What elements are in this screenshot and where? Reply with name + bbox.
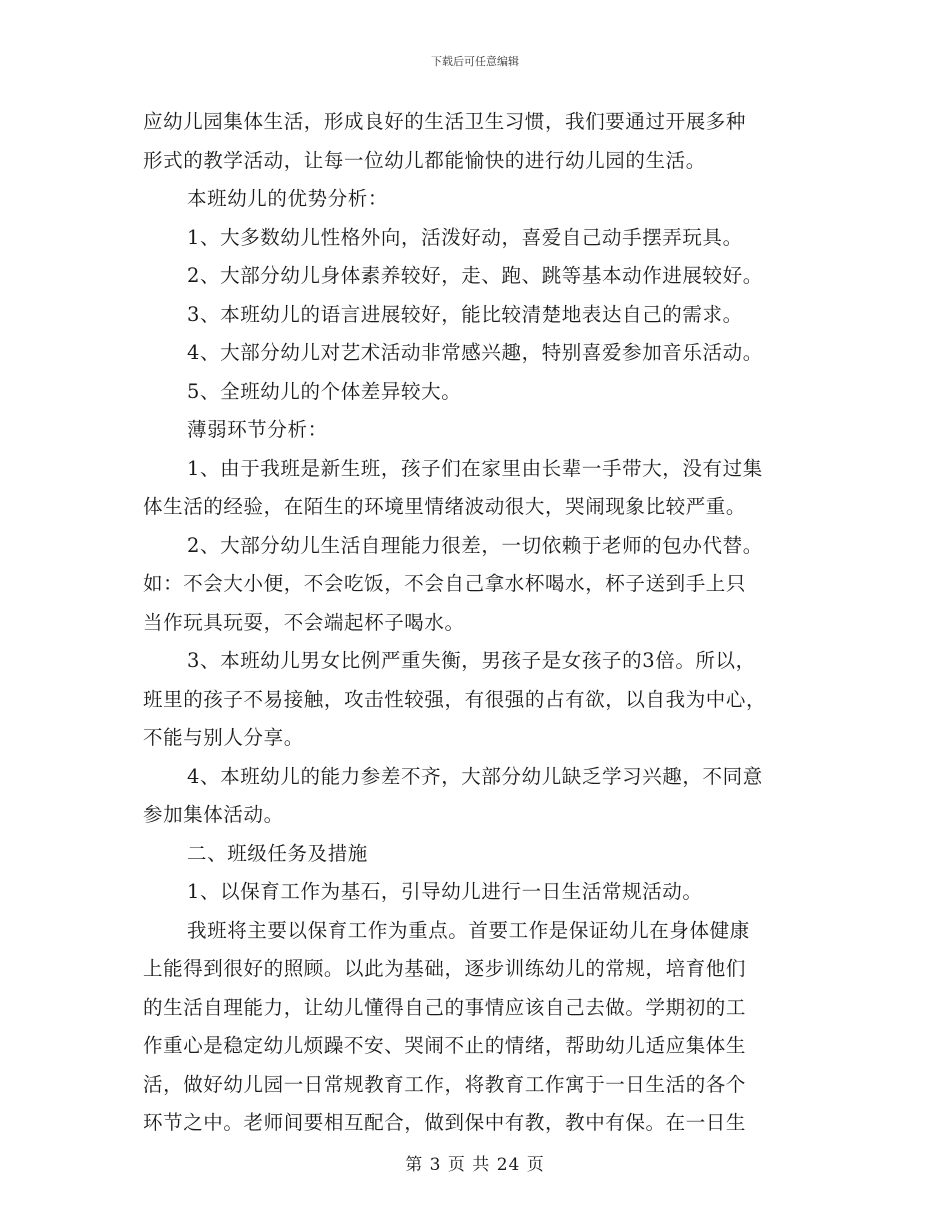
text-line: 作重心是稳定幼儿烦躁不安、哭闹不止的情绪，帮助幼儿适应集体生 xyxy=(143,1034,747,1057)
text-line: 本班幼儿的优势分析： xyxy=(187,187,389,210)
page-header-note: 下载后可任意编辑 xyxy=(431,55,519,68)
text-line: 薄弱环节分析： xyxy=(187,418,328,441)
text-line: 应幼儿园集体生活，形成良好的生活卫生习惯，我们要通过开展多种 xyxy=(143,110,747,133)
page-number-footer: 第 3 页 共 24 页 xyxy=(405,1155,545,1175)
section-heading: 二、班级任务及措施 xyxy=(187,841,368,865)
text-line: 当作玩具玩耍，不会端起杯子喝水。 xyxy=(143,610,465,634)
text-line: 1、以保育工作为基石，引导幼儿进行一日生活常规活动。 xyxy=(187,880,703,903)
text-line: 5、全班幼儿的个体差异较大。 xyxy=(187,379,462,403)
text-line: 2、大部分幼儿生活自理能力很差，一切依赖于老师的包办代替。 xyxy=(187,533,763,557)
text-line: 3、本班幼儿的语言进展较好，能比较清楚地表达自己的需求。 xyxy=(187,302,743,326)
text-line: 班里的孩子不易接触，攻击性较强，有很强的占有欲，以自我为中心， xyxy=(143,687,767,711)
text-line: 1、由于我班是新生班，孩子们在家里由长辈一手带大，没有过集 xyxy=(187,456,763,480)
text-line: 1、大多数幼儿性格外向，活泼好动，喜爱自己动手摆弄玩具。 xyxy=(187,225,743,249)
text-line: 形式的教学活动，让每一位幼儿都能愉快的进行幼儿园的生活。 xyxy=(143,148,706,172)
text-line: 4、大部分幼儿对艺术活动非常感兴趣，特别喜爱参加音乐活动。 xyxy=(187,341,763,364)
text-line: 参加集体活动。 xyxy=(143,803,284,826)
text-line: 4、本班幼儿的能力参差不齐，大部分幼儿缺乏学习兴趣，不同意 xyxy=(187,764,763,788)
text-line: 的生活自理能力，让幼儿懂得自己的事情应该自己去做。学期初的工 xyxy=(143,995,747,1019)
text-line: 不能与别人分享。 xyxy=(143,726,304,749)
text-line: 环节之中。老师间要相互配合，做到保中有教，教中有保。在一日生 xyxy=(143,1111,747,1134)
text-line: 体生活的经验，在陌生的环境里情绪波动很大，哭闹现象比较严重。 xyxy=(143,495,747,518)
text-line: 我班将主要以保育工作为重点。首要工作是保证幼儿在身体健康 xyxy=(187,918,750,942)
text-line: 上能得到很好的照顾。以此为基础，逐步训练幼儿的常规，培育他们 xyxy=(143,957,747,980)
text-line: 如：不会大小便，不会吃饭，不会自己拿水杯喝水，杯子送到手上只 xyxy=(143,572,747,595)
text-line: 3、本班幼儿男女比例严重失衡，男孩子是女孩子的3倍。所以， xyxy=(187,649,756,672)
text-line: 2、大部分幼儿身体素养较好，走、跑、跳等基本动作进展较好。 xyxy=(187,264,763,287)
text-line: 活，做好幼儿园一日常规教育工作，将教育工作寓于一日生活的各个 xyxy=(143,1072,747,1096)
document-body xyxy=(143,103,813,1143)
